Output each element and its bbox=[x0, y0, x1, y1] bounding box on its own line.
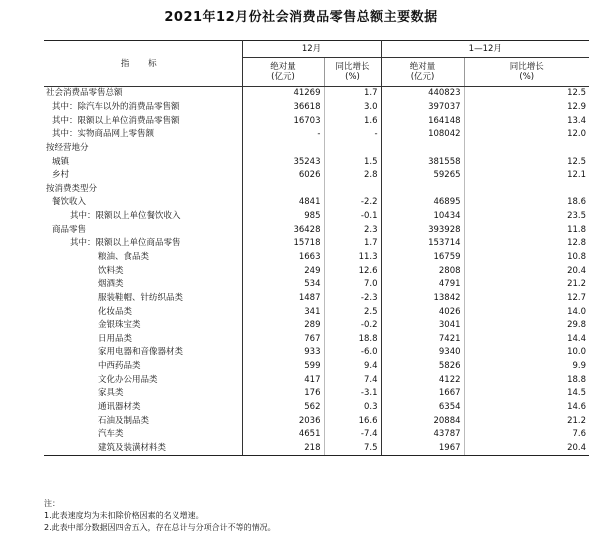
dec-yoy-value bbox=[324, 182, 381, 196]
dec-absolute-value: 16703 bbox=[242, 114, 324, 128]
row-label: 汽车类 bbox=[44, 428, 242, 442]
footnote-2: 2.此表中部分数据因四舍五入，存在总计与分项合计不等的情况。 bbox=[44, 523, 276, 532]
row-label: 文化办公用品类 bbox=[44, 373, 242, 387]
ytd-absolute-value: 13842 bbox=[381, 292, 464, 306]
ytd-absolute-value: 1667 bbox=[381, 387, 464, 401]
ytd-absolute-value: 46895 bbox=[381, 196, 464, 210]
ytd-absolute-value: 4791 bbox=[381, 278, 464, 292]
dec-absolute-value: 933 bbox=[242, 346, 324, 360]
table-row bbox=[44, 333, 589, 347]
dec-absolute-value: 341 bbox=[242, 305, 324, 319]
dec-absolute-value bbox=[242, 182, 324, 196]
row-label: 建筑及装潢材料类 bbox=[44, 442, 242, 456]
ytd-yoy-value: 14.0 bbox=[567, 306, 587, 317]
row-label: 其中：限额以上单位餐饮收入 bbox=[44, 210, 242, 224]
table-row bbox=[44, 442, 589, 456]
dec-yoy-value: -0.2 bbox=[324, 319, 381, 333]
row-label: 其中：除汽车以外的消费品零售额 bbox=[44, 101, 242, 115]
dec-absolute-value: 417 bbox=[242, 373, 324, 387]
dec-absolute-value: - bbox=[242, 128, 324, 142]
ytd-yoy-value: 14.5 bbox=[567, 388, 587, 399]
dec-yoy-value: 12.6 bbox=[324, 264, 381, 278]
retail-sales-table bbox=[44, 40, 589, 456]
ytd-absolute-value: 9340 bbox=[381, 346, 464, 360]
table-row bbox=[44, 428, 589, 442]
table-row bbox=[44, 182, 589, 196]
ytd-absolute-header: 绝对量 (亿元) bbox=[381, 58, 464, 87]
dec-absolute-value: 41269 bbox=[242, 87, 324, 101]
ytd-absolute-value: 164148 bbox=[381, 114, 464, 128]
ytd-yoy-value: 12.7 bbox=[567, 292, 587, 303]
row-label: 家用电器和音像器材类 bbox=[44, 346, 242, 360]
table-row bbox=[44, 264, 589, 278]
dec-yoy-value: -7.4 bbox=[324, 428, 381, 442]
dec-absolute-value: 2036 bbox=[242, 414, 324, 428]
ytd-yoy-value: 21.2 bbox=[567, 415, 587, 426]
table-row bbox=[44, 142, 589, 156]
ytd-absolute-value: 381558 bbox=[381, 155, 464, 169]
table-row bbox=[44, 387, 589, 401]
dec-absolute-value: 767 bbox=[242, 333, 324, 347]
ytd-absolute-value: 7421 bbox=[381, 333, 464, 347]
table-row bbox=[44, 128, 589, 142]
ytd-yoy-value: 12.8 bbox=[567, 238, 587, 249]
dec-absolute-value: 176 bbox=[242, 387, 324, 401]
ytd-yoy-value: 12.5 bbox=[567, 88, 587, 99]
dec-yoy-value: 18.8 bbox=[324, 333, 381, 347]
row-label: 化妆品类 bbox=[44, 305, 242, 319]
table-row bbox=[44, 237, 589, 251]
dec-absolute-value: 36428 bbox=[242, 223, 324, 237]
table-row bbox=[44, 414, 589, 428]
dec-absolute-value: 249 bbox=[242, 264, 324, 278]
dec-absolute-value: 4841 bbox=[242, 196, 324, 210]
footnote-label: 注： bbox=[44, 499, 60, 508]
ytd-yoy-value: 12.5 bbox=[567, 156, 587, 167]
ytd-absolute-value: 43787 bbox=[381, 428, 464, 442]
dec-absolute-value: 1663 bbox=[242, 251, 324, 265]
ytd-absolute-value: 440823 bbox=[381, 87, 464, 101]
ytd-yoy-value: 20.4 bbox=[567, 265, 587, 276]
ytd-absolute-value: 153714 bbox=[381, 237, 464, 251]
table-row bbox=[44, 87, 589, 101]
ytd-absolute-value: 6354 bbox=[381, 401, 464, 415]
ytd-absolute-value: 3041 bbox=[381, 319, 464, 333]
row-label: 乡村 bbox=[44, 169, 242, 183]
ytd-yoy-value: 18.6 bbox=[567, 197, 587, 208]
dec-yoy-value: 1.7 bbox=[324, 237, 381, 251]
table-row bbox=[44, 155, 589, 169]
row-label: 通讯器材类 bbox=[44, 401, 242, 415]
dec-yoy-value: 7.4 bbox=[324, 373, 381, 387]
ytd-absolute-value bbox=[381, 142, 464, 156]
dec-yoy-value: -6.0 bbox=[324, 346, 381, 360]
dec-absolute-value bbox=[242, 142, 324, 156]
dec-absolute-value: 4651 bbox=[242, 428, 324, 442]
period-december-header: 12月 bbox=[242, 41, 381, 58]
ytd-absolute-value: 108042 bbox=[381, 128, 464, 142]
row-label: 按经营地分 bbox=[44, 142, 242, 156]
dec-yoy-value: 2.3 bbox=[324, 223, 381, 237]
ytd-yoy-value bbox=[464, 142, 589, 156]
footnotes bbox=[44, 498, 276, 534]
ytd-absolute-value: 16759 bbox=[381, 251, 464, 265]
dec-absolute-value: 1487 bbox=[242, 292, 324, 306]
ytd-yoy-value: 21.2 bbox=[567, 279, 587, 290]
table-row bbox=[44, 360, 589, 374]
dec-absolute-value: 36618 bbox=[242, 101, 324, 115]
dec-absolute-value: 15718 bbox=[242, 237, 324, 251]
dec-absolute-header: 绝对量 (亿元) bbox=[242, 58, 324, 87]
dec-yoy-value: 2.8 bbox=[324, 169, 381, 183]
ytd-yoy-value bbox=[464, 182, 589, 196]
ytd-yoy-value: 12.9 bbox=[567, 101, 587, 112]
dec-absolute-value: 534 bbox=[242, 278, 324, 292]
dec-yoy-value: 11.3 bbox=[324, 251, 381, 265]
ytd-absolute-value: 10434 bbox=[381, 210, 464, 224]
dec-yoy-value: 1.5 bbox=[324, 155, 381, 169]
table-body bbox=[44, 87, 589, 456]
table-row bbox=[44, 401, 589, 415]
dec-yoy-value: 0.3 bbox=[324, 401, 381, 415]
dec-absolute-value: 562 bbox=[242, 401, 324, 415]
dec-yoy-value: 1.6 bbox=[324, 114, 381, 128]
row-label: 其中：实物商品网上零售额 bbox=[44, 128, 242, 142]
dec-yoy-value: 2.5 bbox=[324, 305, 381, 319]
page-title: 2021年12月份社会消费品零售总额主要数据 bbox=[164, 10, 438, 25]
ytd-yoy-value: 10.8 bbox=[567, 252, 587, 262]
table-row bbox=[44, 292, 589, 306]
ytd-yoy-value: 12.0 bbox=[567, 129, 587, 140]
dec-yoy-value: 9.4 bbox=[324, 360, 381, 374]
row-label: 社会消费品零售总额 bbox=[44, 87, 242, 101]
dec-yoy-header: 同比增长 (%) bbox=[324, 58, 381, 87]
ytd-yoy-value: 14.4 bbox=[567, 333, 587, 344]
ytd-absolute-value: 5826 bbox=[381, 360, 464, 374]
table-header bbox=[44, 41, 589, 87]
row-label: 其中：限额以上单位商品零售 bbox=[44, 237, 242, 251]
dec-yoy-value: 16.6 bbox=[324, 414, 381, 428]
dec-absolute-value: 6026 bbox=[242, 169, 324, 183]
table-row bbox=[44, 114, 589, 128]
ytd-absolute-value: 1967 bbox=[381, 442, 464, 456]
dec-yoy-value: -2.2 bbox=[324, 196, 381, 210]
table-row bbox=[44, 196, 589, 210]
table-row bbox=[44, 101, 589, 115]
table-row bbox=[44, 373, 589, 387]
dec-yoy-value bbox=[324, 142, 381, 156]
table-row bbox=[44, 169, 589, 183]
dec-absolute-value: 35243 bbox=[242, 155, 324, 169]
row-label: 粮油、食品类 bbox=[44, 251, 242, 265]
footnote-1: 1.此表速度均为未扣除价格因素的名义增速。 bbox=[44, 511, 204, 520]
table-row bbox=[44, 210, 589, 224]
ytd-absolute-value: 2808 bbox=[381, 264, 464, 278]
dec-yoy-value: 3.0 bbox=[324, 101, 381, 115]
ytd-absolute-value: 393928 bbox=[381, 223, 464, 237]
ytd-yoy-value: 23.5 bbox=[567, 211, 587, 222]
ytd-absolute-value: 397037 bbox=[381, 101, 464, 115]
ytd-yoy-value: 7.6 bbox=[572, 429, 587, 440]
ytd-absolute-value bbox=[381, 182, 464, 196]
table-row bbox=[44, 251, 589, 265]
ytd-absolute-value: 4026 bbox=[381, 305, 464, 319]
ytd-yoy-value: 13.4 bbox=[567, 115, 587, 126]
dec-yoy-value: - bbox=[324, 128, 381, 142]
dec-absolute-value: 289 bbox=[242, 319, 324, 333]
ytd-yoy-value: 14.6 bbox=[567, 402, 587, 413]
dec-yoy-value: -3.1 bbox=[324, 387, 381, 401]
ytd-absolute-value: 20884 bbox=[381, 414, 464, 428]
ytd-yoy-value: 18.8 bbox=[567, 374, 587, 385]
table-row bbox=[44, 346, 589, 360]
table-row bbox=[44, 278, 589, 292]
row-label: 金银珠宝类 bbox=[44, 319, 242, 333]
ytd-yoy-header: 同比增长 (%) bbox=[464, 58, 589, 87]
row-label: 饮料类 bbox=[44, 264, 242, 278]
period-full-year-header: 1—12月 bbox=[381, 41, 589, 58]
ytd-yoy-value: 12.1 bbox=[567, 170, 587, 181]
row-label: 石油及制品类 bbox=[44, 414, 242, 428]
dec-yoy-value: 7.5 bbox=[324, 442, 381, 456]
dec-yoy-value: 7.0 bbox=[324, 278, 381, 292]
row-label: 烟酒类 bbox=[44, 278, 242, 292]
table-row bbox=[44, 305, 589, 319]
metric-header: 指 标 bbox=[44, 41, 242, 87]
row-label: 中西药品类 bbox=[44, 360, 242, 374]
dec-yoy-value: 1.7 bbox=[324, 87, 381, 101]
ytd-yoy-value: 9.9 bbox=[572, 361, 587, 372]
ytd-absolute-value: 4122 bbox=[381, 373, 464, 387]
row-label: 服装鞋帽、针纺织品类 bbox=[44, 292, 242, 306]
row-label: 餐饮收入 bbox=[44, 196, 242, 210]
ytd-yoy-value: 11.8 bbox=[567, 224, 587, 235]
ytd-yoy-value: 20.4 bbox=[464, 442, 589, 456]
row-label: 按消费类型分 bbox=[44, 182, 242, 196]
row-label: 日用品类 bbox=[44, 333, 242, 347]
table-row bbox=[44, 319, 589, 333]
dec-yoy-value: -0.1 bbox=[324, 210, 381, 224]
dec-absolute-value: 218 bbox=[242, 442, 324, 456]
dec-absolute-value: 985 bbox=[242, 210, 324, 224]
dec-yoy-value: -2.3 bbox=[324, 292, 381, 306]
row-label: 城镇 bbox=[44, 155, 242, 169]
ytd-yoy-value: 29.8 bbox=[567, 320, 587, 331]
ytd-absolute-value: 59265 bbox=[381, 169, 464, 183]
dec-absolute-value: 599 bbox=[242, 360, 324, 374]
row-label: 其中：限额以上单位消费品零售额 bbox=[44, 114, 242, 128]
row-label: 家具类 bbox=[44, 387, 242, 401]
ytd-yoy-value: 10.0 bbox=[567, 347, 587, 358]
table-row bbox=[44, 223, 589, 237]
row-label: 商品零售 bbox=[44, 223, 242, 237]
